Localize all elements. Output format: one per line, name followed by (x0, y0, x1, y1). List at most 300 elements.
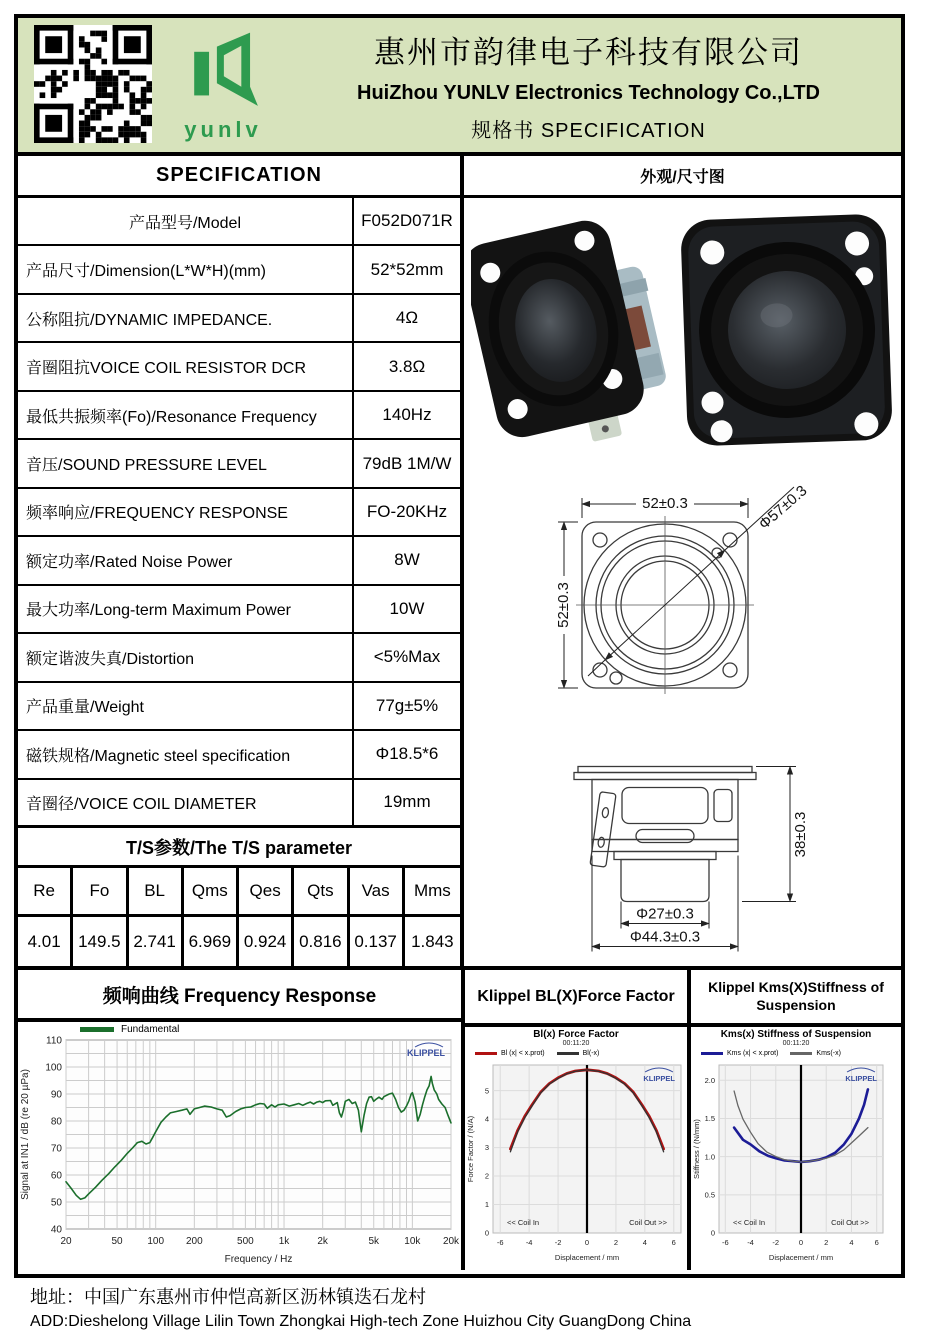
qr-module (101, 76, 107, 82)
qr-module (79, 42, 85, 48)
kms-chart-legend (691, 1047, 901, 1059)
x-tick-label: -6 (721, 1238, 729, 1247)
qr-module (85, 47, 91, 53)
qr-module (135, 76, 141, 82)
coil-in-annotation: << Coil In (733, 1218, 766, 1227)
qr-module (146, 25, 152, 64)
kms-chart-svg (691, 1059, 893, 1263)
qr-module (34, 81, 40, 87)
spec-row-label: 最低共振频率(Fo)/Resonance Frequency (18, 392, 354, 438)
qr-module (118, 104, 124, 110)
bl-force-factor-section (465, 970, 691, 1270)
spec-row (18, 440, 460, 488)
qr-module (101, 81, 107, 87)
qr-module (79, 121, 85, 127)
y-tick-label: 0 (710, 1228, 715, 1238)
qr-module (96, 47, 102, 53)
qr-module (90, 31, 96, 37)
qr-module (141, 87, 147, 93)
klippel-logo: KLIPPEL (845, 1074, 877, 1083)
qr-module (124, 137, 130, 143)
qr-module (107, 76, 113, 82)
kms-chart (691, 1027, 901, 1270)
qr-module (130, 109, 136, 115)
address-cn: 地址：中国广东惠州市仲恺高新区沥林镇迭石龙村 (30, 1287, 426, 1307)
x-axis-label: Displacement / mm (554, 1253, 620, 1262)
spec-row-value: 3.8Ω (388, 356, 426, 376)
qr-module (85, 115, 91, 121)
x-tick-label: -2 (554, 1238, 562, 1247)
ts-value-cell: 149.5 (73, 917, 128, 966)
spec-row (18, 683, 460, 731)
specification-title: SPECIFICATION (18, 156, 460, 198)
frequency-response-chart (18, 1022, 461, 1270)
y-tick-label: 110 (46, 1035, 62, 1047)
y-axis-label: Signal at IN1 / dB (re 20 µPa) (20, 1069, 31, 1200)
qr-module (34, 104, 40, 143)
legend-swatch (701, 1052, 723, 1055)
legend-swatch (475, 1052, 497, 1055)
qr-module (124, 121, 130, 127)
qr-module (113, 92, 119, 98)
x-tick-label: 20k (442, 1236, 460, 1247)
legend-item (475, 1050, 545, 1057)
x-tick-label: 2 (613, 1238, 619, 1247)
qr-module (135, 109, 141, 115)
spec-row (18, 731, 460, 779)
qr-module (73, 76, 79, 82)
ts-value-cell: 0.137 (350, 917, 405, 966)
freq-legend-swatch (80, 1027, 114, 1032)
qr-module (51, 81, 57, 87)
qr-module (146, 87, 152, 93)
qr-module (101, 70, 107, 76)
qr-module (34, 25, 73, 31)
doc-title (292, 114, 885, 143)
qr-module (85, 104, 91, 110)
qr-module (96, 115, 102, 121)
qr-module (141, 92, 147, 98)
spec-row-value: FO-20KHz (366, 501, 448, 521)
x-tick-label: 10k (404, 1236, 421, 1247)
spec-row-label: 音压/SOUND PRESSURE LEVEL (18, 440, 354, 486)
y-tick-label: 100 (45, 1062, 62, 1074)
x-tick-label: 4 (849, 1238, 854, 1247)
qr-module (101, 104, 107, 110)
spec-row (18, 586, 460, 634)
qr-module (113, 81, 119, 87)
qr-module (146, 115, 152, 121)
y-tick-label: 2 (484, 1171, 489, 1181)
y-tick-label: 4 (484, 1114, 489, 1124)
y-tick-label: 70 (50, 1143, 62, 1155)
qr-module (101, 59, 107, 65)
qr-module (135, 132, 141, 138)
legend-swatch (557, 1052, 579, 1055)
spec-row-value: 140Hz (382, 405, 432, 425)
qr-module (96, 31, 102, 37)
qr-module (101, 31, 107, 37)
ts-header-cell: Mms (405, 868, 460, 917)
y-tick-label: 50 (50, 1197, 62, 1209)
y-tick-label: 1 (484, 1200, 489, 1210)
qr-module (90, 53, 96, 59)
qr-module (141, 76, 147, 82)
legend-label: Kms(-x) (816, 1049, 841, 1057)
qr-module (113, 104, 119, 110)
kms-chart-title: Kms(x) Stiffness of Suspension (720, 1029, 872, 1040)
x-tick-label: -4 (747, 1238, 754, 1247)
y-tick-label: 0.5 (704, 1190, 715, 1200)
qr-module (141, 132, 147, 138)
qr-module (141, 115, 147, 121)
y-tick-label: 80 (50, 1116, 62, 1128)
coil-in-annotation: << Coil In (507, 1218, 540, 1227)
spec-row (18, 634, 460, 682)
qr-module (34, 104, 73, 110)
qr-module (85, 121, 91, 127)
qr-module (96, 137, 102, 143)
x-tick-label: 6 (874, 1238, 879, 1247)
bl-chart-title: Bl(x) Force Factor (533, 1029, 619, 1040)
qr-module (51, 70, 57, 76)
qr-module (90, 70, 96, 76)
spec-row-value: 4Ω (395, 308, 419, 328)
qr-module (45, 115, 62, 132)
company-name-en: HuiZhou YUNLV Electronics Technology Co.,LTD (357, 82, 820, 104)
dimension-drawing-front (464, 456, 901, 741)
dim-basket-label: Φ44.3±0.3 (629, 928, 701, 946)
x-tick-label: 100 (147, 1236, 165, 1247)
dim-magnet-label: Φ27±0.3 (636, 905, 694, 923)
spec-row-label: 产品重量/Weight (18, 683, 354, 729)
qr-module (130, 98, 136, 104)
qr-module (90, 76, 96, 82)
x-tick-label: 200 (185, 1236, 203, 1247)
legend-label: Bl(-x) (582, 1049, 600, 1057)
freq-chart-svg (18, 1022, 465, 1265)
dimension-drawing-side (464, 741, 901, 966)
spec-row (18, 780, 460, 828)
product-photo-angled (471, 204, 671, 454)
qr-module (96, 87, 102, 93)
product-photo-front (679, 204, 894, 454)
qr-module (124, 70, 130, 76)
qr-module (141, 121, 147, 127)
spec-row-label: 音圈阻抗VOICE COIL RESISTOR DCR (18, 343, 354, 389)
qr-module (101, 36, 107, 42)
drawing-column (464, 156, 901, 966)
company-logo (164, 28, 282, 143)
y-tick-label: 40 (50, 1224, 62, 1236)
drawing-title: 外观/尺寸图 (464, 156, 901, 198)
qr-module (107, 137, 113, 143)
spec-row-label: 最大功率/Long-term Maximum Power (18, 586, 354, 632)
qr-module (51, 92, 57, 98)
legend-label: Bl (x| < x.prot) (501, 1049, 545, 1057)
bl-chart-legend (465, 1047, 687, 1059)
spec-row-label: 音圈径/VOICE COIL DIAMETER (18, 780, 354, 825)
y-axis-label: Force Factor / (N/A) (466, 1115, 475, 1183)
qr-module (130, 104, 136, 110)
frequency-response-heading: 频响曲线 Frequency Response (18, 970, 461, 1022)
qr-module (124, 81, 130, 87)
qr-module (79, 137, 85, 143)
ts-value-cell: 2.741 (129, 917, 184, 966)
spec-row-label: 磁铁规格/Magnetic steel specification (18, 731, 354, 777)
qr-module (107, 109, 113, 115)
x-axis-label: Frequency / Hz (224, 1254, 293, 1265)
qr-module (146, 121, 152, 127)
x-axis-label: Displacement / mm (768, 1253, 834, 1262)
coil-out-annotation: Coil Out >> (629, 1218, 667, 1227)
qr-module (73, 70, 79, 76)
qr-module (130, 126, 136, 132)
kms-chart-timestamp: 00:11:20 (782, 1040, 810, 1047)
freq-legend-label: Fundamental (121, 1024, 180, 1035)
qr-module (34, 137, 73, 143)
qr-module (85, 126, 91, 132)
company-name-cn: 惠州市韵律电子科技有限公司 (374, 35, 803, 70)
y-axis-label: Stiffness / (N/mm) (692, 1119, 701, 1179)
x-tick-label: 20 (60, 1236, 72, 1247)
y-tick-label: 2.0 (704, 1075, 715, 1085)
qr-module (68, 25, 74, 64)
x-tick-label: 50 (111, 1236, 123, 1247)
qr-module (79, 109, 85, 115)
ts-value-cell: 0.924 (239, 917, 294, 966)
logo-text: yunlv (184, 116, 262, 142)
charts-band (18, 970, 901, 1270)
spec-row-value: 79dB 1M/W (362, 453, 452, 473)
qr-module (113, 59, 152, 65)
ts-value-cell: 1.843 (411, 931, 454, 951)
qr-module (79, 132, 85, 138)
legend-label: Kms (x| < x.prot) (727, 1049, 779, 1057)
spec-row (18, 489, 460, 537)
spec-row-label: 公称阻抗/DYNAMIC IMPEDANCE. (18, 295, 354, 341)
x-tick-label: -2 (772, 1238, 780, 1247)
ts-header-cell: Qms (184, 868, 239, 917)
qr-module (90, 109, 96, 115)
qr-module (96, 104, 102, 110)
ts-header-cell: Qes (239, 868, 294, 917)
spec-rows (18, 198, 460, 828)
page-frame (14, 14, 905, 1278)
spec-row (18, 343, 460, 391)
qr-module (124, 87, 130, 93)
qr-module (146, 98, 152, 104)
qr-module (96, 132, 102, 138)
ts-parameter-table (18, 868, 460, 966)
ts-parameter-title: T/S参数/The T/S parameter (18, 828, 460, 868)
qr-module (113, 98, 119, 104)
dim-height-label: 52±0.3 (555, 582, 572, 628)
spec-row-value: 10W (389, 598, 425, 618)
specification-column (18, 156, 464, 966)
spec-row-value: <5%Max (373, 647, 441, 667)
kms-chart-heading: Klippel Kms(X)Stiffness of Suspension (691, 970, 901, 1027)
y-tick-label: 3 (484, 1143, 489, 1153)
qr-module (51, 87, 57, 93)
qr-module (85, 98, 91, 104)
ts-header-cell: Re (18, 868, 73, 917)
spec-row (18, 295, 460, 343)
qr-module (113, 25, 152, 31)
qr-module (40, 92, 46, 98)
legend-item (557, 1050, 600, 1057)
bl-chart-svg (465, 1059, 691, 1263)
x-tick-label: 0 (798, 1238, 804, 1247)
x-tick-label: 500 (237, 1236, 254, 1247)
qr-module (130, 76, 136, 82)
spec-row-label: 产品尺寸/Dimension(L*W*H)(mm) (18, 246, 354, 292)
qr-module (107, 70, 113, 76)
qr-module (85, 132, 91, 138)
qr-module (34, 25, 40, 64)
x-tick-label: 1k (278, 1236, 290, 1247)
doc-title-cn: 规格书 (471, 120, 535, 142)
klippel-logo: KLIPPEL (643, 1074, 675, 1083)
qr-module (85, 64, 91, 70)
y-tick-label: 0 (484, 1228, 489, 1238)
bl-chart-heading: Klippel BL(X)Force Factor (465, 970, 687, 1027)
kms-stiffness-section (691, 970, 901, 1270)
legend-item (701, 1050, 778, 1057)
qr-module (130, 92, 136, 98)
qr-module (56, 76, 62, 82)
qr-module (96, 76, 102, 82)
qr-module (107, 92, 113, 98)
dim-diagonal-label: Φ57±0.3 (755, 482, 811, 533)
dim-side-height-label: 38±0.3 (792, 811, 809, 858)
ts-header-cell: BL (129, 868, 184, 917)
spec-row-label: 产品型号/Model (18, 198, 354, 244)
main-columns (18, 156, 901, 970)
qr-module (85, 59, 91, 65)
y-tick-label: 60 (50, 1170, 62, 1182)
qr-module (135, 126, 141, 132)
dim-width-label: 52±0.3 (642, 495, 688, 512)
footer (30, 1283, 691, 1331)
qr-module (45, 36, 62, 53)
y-tick-label: 1.5 (704, 1114, 715, 1124)
qr-module (96, 53, 102, 59)
qr-module (107, 126, 113, 132)
x-tick-label: 2k (317, 1236, 328, 1247)
qr-module (107, 104, 113, 110)
x-tick-label: -6 (496, 1238, 504, 1247)
qr-module (34, 59, 73, 65)
qr-module (90, 98, 96, 104)
spec-row-value: Φ18.5*6 (375, 744, 439, 764)
product-photos (464, 198, 901, 456)
qr-module (124, 36, 141, 53)
qr-module (135, 98, 141, 104)
qr-module (79, 36, 85, 42)
ts-header-cell: Vas (350, 868, 405, 917)
qr-module (56, 87, 62, 93)
y-tick-label: 1.0 (704, 1152, 715, 1162)
x-tick-label: -4 (525, 1238, 533, 1247)
doc-title-en: SPECIFICATION (540, 120, 706, 142)
qr-module (124, 132, 130, 138)
qr-module (113, 76, 119, 82)
spec-row-value: 8W (394, 550, 420, 570)
qr-module (118, 126, 124, 132)
spec-row-value: F052D071R (361, 211, 453, 231)
y-tick-label: 5 (484, 1086, 489, 1096)
qr-module (90, 115, 96, 121)
spec-row-value: 19mm (383, 792, 431, 812)
klippel-logo: KLIPPEL (406, 1048, 445, 1058)
qr-module (107, 81, 113, 87)
qr-module (96, 92, 102, 98)
qr-module (79, 126, 85, 132)
qr-module (85, 76, 91, 82)
qr-module (113, 137, 119, 143)
header (18, 18, 901, 156)
qr-module (141, 137, 147, 143)
qr-module (141, 98, 147, 104)
qr-code (34, 25, 154, 145)
qr-module (85, 70, 91, 76)
qr-module (101, 87, 107, 93)
bl-chart (465, 1027, 687, 1270)
spec-row-label: 额定功率/Rated Noise Power (18, 537, 354, 583)
qr-module (62, 70, 68, 76)
address-en: ADD:Dieshelong Village Lilin Town Zhongkai High-tech Zone Huizhou City GuangDong China (30, 1313, 692, 1330)
x-tick-label: 6 (671, 1238, 676, 1247)
spec-row-value: 52*52mm (370, 259, 444, 279)
qr-module (130, 132, 136, 138)
ts-value-cell: 6.969 (184, 917, 239, 966)
qr-module (40, 81, 46, 87)
ts-header-cell: Fo (73, 868, 128, 917)
qr-module (45, 76, 51, 82)
qr-module (113, 87, 119, 93)
qr-module (118, 70, 124, 76)
ts-value-cell: 0.816 (294, 917, 349, 966)
spec-row-label: 额定谐波失真/Distortion (18, 634, 354, 680)
qr-module (118, 132, 124, 138)
qr-module (146, 81, 152, 87)
qr-module (51, 76, 57, 82)
qr-module (79, 59, 85, 65)
x-tick-label: 5k (368, 1236, 380, 1247)
y-tick-label: 90 (50, 1089, 62, 1101)
spec-row (18, 392, 460, 440)
x-tick-label: 0 (584, 1238, 590, 1247)
qr-module (62, 81, 68, 87)
qr-module (96, 81, 102, 87)
ts-value-cell: 4.01 (18, 917, 73, 966)
qr-module (141, 104, 147, 110)
qr-module (101, 126, 107, 132)
qr-module (101, 92, 107, 98)
qr-module (113, 25, 119, 64)
legend-swatch (790, 1052, 812, 1055)
x-tick-label: 4 (642, 1238, 647, 1247)
qr-module (96, 109, 102, 115)
qr-module (68, 104, 74, 143)
coil-out-annotation: Coil Out >> (831, 1218, 869, 1227)
frequency-response-section (18, 970, 465, 1270)
legend-item (790, 1050, 841, 1057)
qr-module (124, 126, 130, 132)
qr-code-svg (34, 25, 152, 143)
spec-row-label: 频率响应/FREQUENCY RESPONSE (18, 489, 354, 535)
